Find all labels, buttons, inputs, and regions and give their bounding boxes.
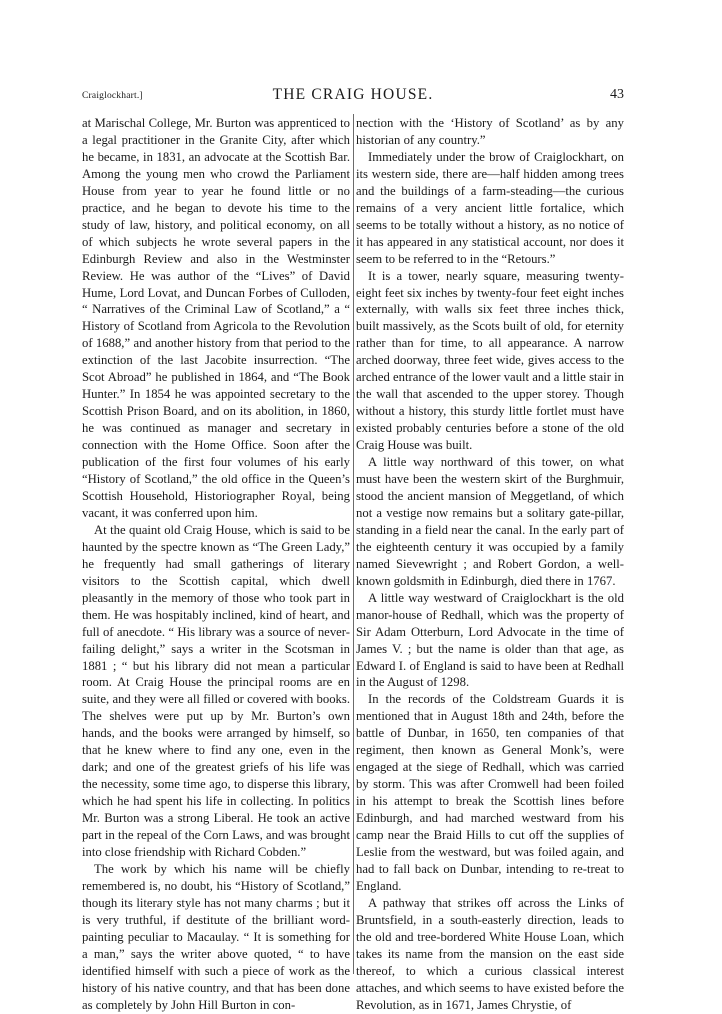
- paragraph: at Marischal College, Mr. Burton was apprenticed to a legal practitioner in the Granite City, after which he became, in 1831, an advocate at the Scottish Bar. Among the young men who crowd the Parliament House from year to year he found little or no practice, and he began to devote his time to the study of law, history, and political economy, on all of which subjects he wrote several papers in the Edinburgh Review and also in the Westminster Review. He was author of the “Lives” of David Hume, Lord Lovat, and Duncan Forbes of Culloden, “ Narratives of the Criminal Law of Scotland,” a “ History of Scotland from Agricola to the Revolution of 1688,” and another history from that period to the extinction of the last Jacobite insurrection. “The Scot Abroad” he published in 1864, and “The Book Hunter.” In 1854 he was appointed secretary to the Scottish Prison Board, and on its abolition, in 1860, he was continued as manager and secretary in connection with the Home Office. Soon after the publication of the first four volumes of his early “History of Scotland,” the old office in the Queen’s Scottish Household, Historiographer Royal, being vacant, it was conferred upon him.: [82, 116, 350, 520]
- section-label: Craiglockhart.]: [82, 91, 143, 101]
- left-column: [82, 115, 350, 1014]
- right-column: [356, 115, 624, 1014]
- paragraph: Immediately under the brow of Craiglockhart, on its western side, there are—half hidden among trees and the buildings of a farm-steading—the curious remains of a very ancient little fortalice, which seems to be totally without a history, as no notice of it has appeared in any statistical account, nor does it seem to be referred to in the “Retours.”: [356, 149, 624, 266]
- paragraph: It is a tower, nearly square, measuring twenty-eight feet six inches by twenty-four feet eight inches externally, with walls six feet three inches thick, built massively, as the Scots built of old, for eternity rather than for time, to all appearance. A narrow arched doorway, three feet wide, gives access to the arched entrance of the lower vault and a little stair in the wall that ascended to the upper storey. Though without a history, this sturdy little fortlet must have existed probably centuries before a stone of the old Craig House was built.: [356, 268, 624, 453]
- paragraph: The work by which his name will be chiefly remembered is, no doubt, his “History of Scotland,” though its literary style has not many charms ; but it is very truthful, if destitute of the brilliant word-painting peculiar to Macaulay. “ It is something for a man,” says the writer above quoted, “ to have identified himself with such a piece of work as the history of his native country, and that has been done as completely by John Hill Burton in con-: [82, 861, 350, 1012]
- page-number: 43: [610, 87, 624, 102]
- column-divider: [353, 114, 354, 974]
- page-title: THE CRAIG HOUSE.: [272, 86, 434, 103]
- paragraph: In the records of the Coldstream Guards it is mentioned that in August 18th and 24th, before the battle of Dunbar, in 1650, ten companies of that regiment, then known as General Monk’s, were engaged at the siege of Redhall, which was carried by storm. This was after Cromwell had been foiled in his attempt to break the Scottish lines before Edinburgh, and had marched westward from his camp near the Braid Hills to cut off the supplies of Leslie from the westward, but was foiled again, and had to fall back on Dunbar, intending to re-treat to England.: [356, 692, 624, 893]
- paragraph: At the quaint old Craig House, which is said to be haunted by the spectre known as “The Green Lady,” he frequently had small gatherings of literary visitors to the Scottish capital, which dwell pleasantly in the memory of those who took part in them. He was hospitably inclined, kind of heart, and full of anecdote. “ His library was a source of never-failing delight,” says a writer in the Scotsman in 1881 ; “ but his library did not mean a particular room. At Craig House the principal rooms are en suite, and they were all filled or covered with books. The shelves were put up by Mr. Burton’s own hands, and the books were arranged by himself, so that he knew where to find any one, even in the dark; and one of the greatest griefs of his life was the necessity, some time ago, to disperse this library, which he had spent his life in collecting. In politics Mr. Burton was a strong Liberal. He took an active part in the repeal of the Corn Laws, and was brought into close friendship with Richard Cobden.”: [82, 522, 350, 859]
- running-header: [82, 86, 624, 108]
- paragraph: A pathway that strikes off across the Links of Bruntsfield, in a south-easterly direction, leads to the old and tree-bordered White House Loan, which takes its name from the mansion on the east side thereof, to which a curious classical interest attaches, and which seems to have existed before the Revolution, as in 1671, James Chrystie, of: [356, 895, 624, 1012]
- paragraph: A little way westward of Craiglockhart is the old manor-house of Redhall, which was the property of Sir Adam Otterburn, Lord Advocate in the time of James V. ; but the name is older than that age, as Edward I. of England is said to have been at Redhall in the August of 1298.: [356, 590, 624, 690]
- paragraph: nection with the ‘History of Scotland’ as by any historian of any country.”: [356, 116, 624, 147]
- paragraph: A little way northward of this tower, on what must have been the western skirt of the Burghmuir, stood the ancient mansion of Meggetland, of which not a vestige now remains but a solitary gate-pillar, standing in a field near the canal. In the early part of the eighteenth century it was occupied by a family named Sievewright ; and Robert Gordon, a well-known goldsmith in Edinburgh, died there in 1767.: [356, 455, 624, 588]
